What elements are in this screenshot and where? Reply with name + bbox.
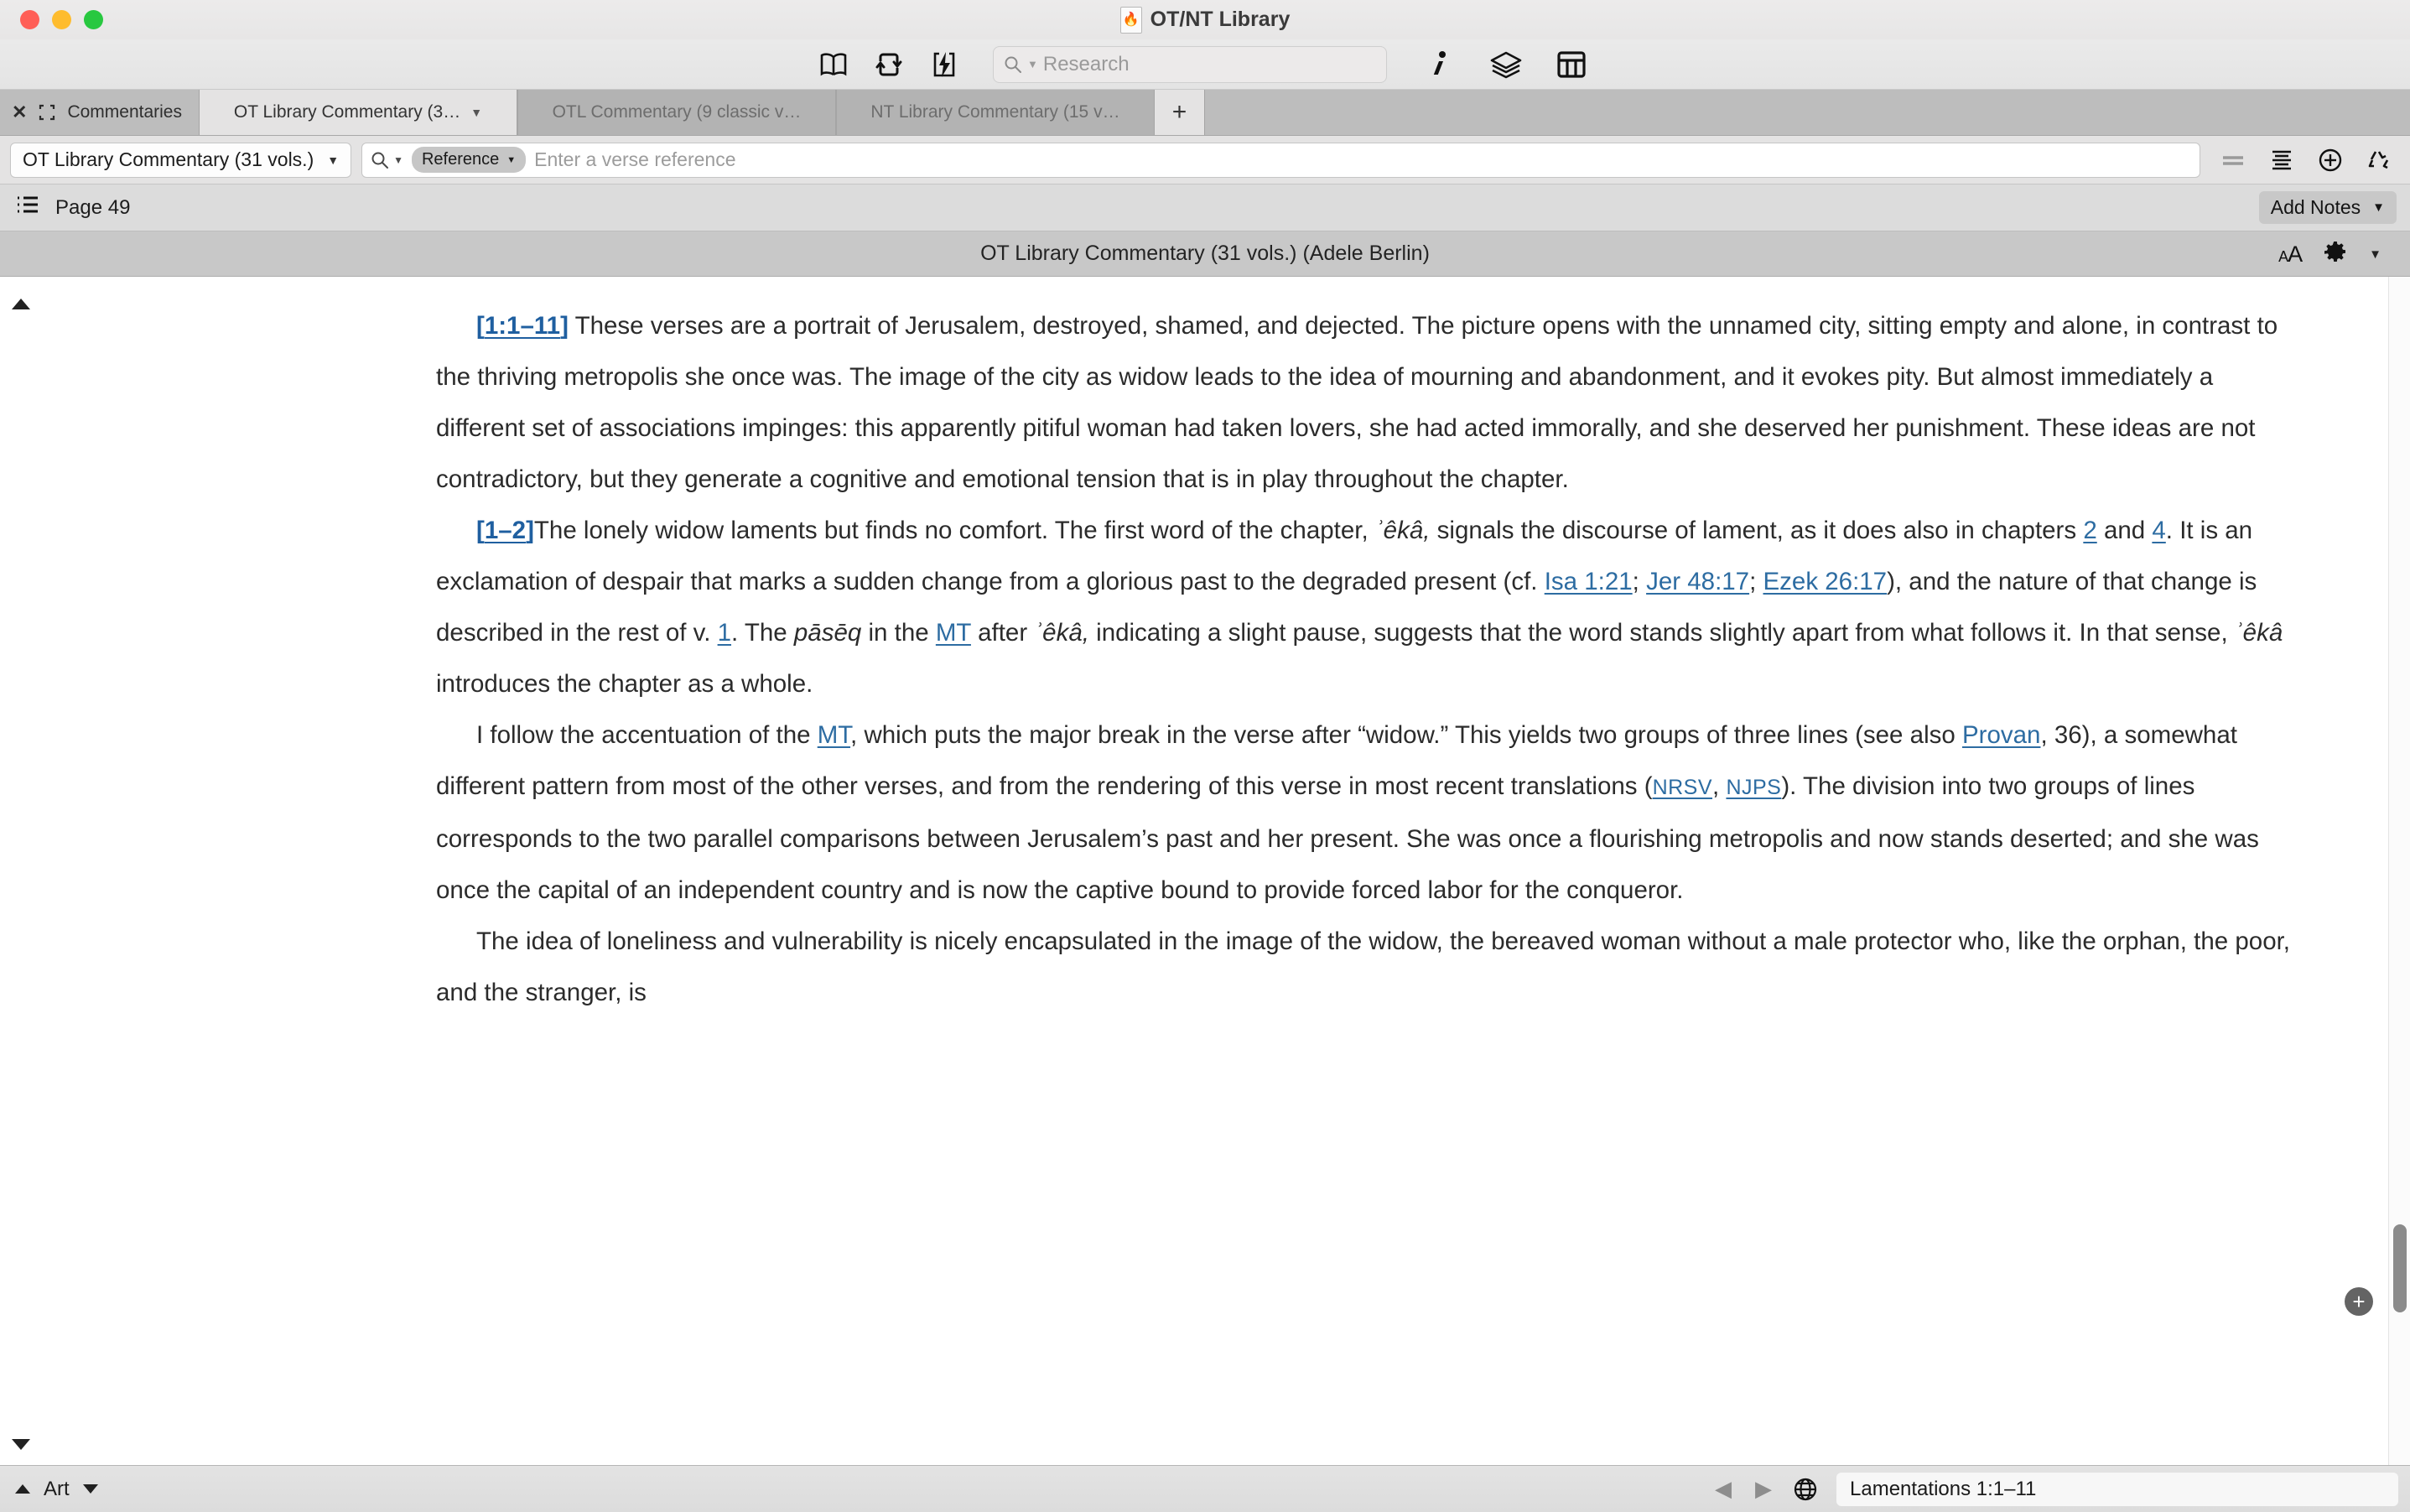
chevron-down-icon[interactable]: ▼ bbox=[327, 153, 340, 167]
paragraph-verses-1-2 bbox=[436, 505, 2296, 709]
reader-pane bbox=[0, 277, 2410, 1465]
close-icon[interactable]: ✕ bbox=[12, 101, 28, 122]
link-isa-1-21[interactable]: Isa 1:21 bbox=[1544, 568, 1633, 595]
window-title-text: OT/NT Library bbox=[1150, 8, 1291, 31]
reader-scrollbar[interactable] bbox=[2388, 277, 2410, 1465]
reference-input[interactable]: Enter a verse reference bbox=[534, 148, 736, 170]
link-chapter-4[interactable]: 4 bbox=[2152, 517, 2166, 544]
tab-nt-library-commentary[interactable] bbox=[836, 90, 1155, 135]
location-field[interactable]: Lamentations 1:1–11 bbox=[1836, 1473, 2398, 1506]
library-select-label: OT Library Commentary (31 vols.) bbox=[23, 148, 314, 170]
globe-icon[interactable] bbox=[1793, 1477, 1818, 1502]
text-segment: , 36), a somewhat different pattern from most of the other verses, and from the rendering of this verse in most recent translations ( bbox=[436, 721, 2237, 800]
chevron-down-icon[interactable]: ▼ bbox=[470, 106, 483, 119]
research-search-box[interactable] bbox=[993, 46, 1387, 83]
search-icon[interactable] bbox=[371, 151, 403, 169]
chevron-down-icon[interactable]: ▼ bbox=[393, 153, 403, 166]
reference-bar bbox=[0, 136, 2410, 184]
main-toolbar bbox=[0, 39, 2410, 90]
lightning-bolt-icon[interactable] bbox=[926, 46, 963, 83]
tab-label: OTL Commentary (9 classic v… bbox=[552, 102, 802, 122]
link-jer-48-17[interactable]: Jer 48:17 bbox=[1646, 568, 1750, 595]
link-chapter-2[interactable]: 2 bbox=[2083, 517, 2097, 544]
panels-icon[interactable] bbox=[1548, 44, 1595, 85]
transliteration-paseq: pāsēq bbox=[793, 619, 862, 647]
paragraph-accentuation bbox=[436, 709, 2296, 916]
triangle-up-icon[interactable] bbox=[15, 1484, 30, 1494]
chevron-down-icon[interactable]: ▼ bbox=[506, 154, 517, 165]
add-notes-button[interactable] bbox=[2259, 191, 2397, 224]
document-title: OT Library Commentary (31 vols.) (Adele Berlin) bbox=[980, 242, 1430, 265]
text-segment: . It is an exclamation of despair that marks a sudden change from a glorious past to the degraded present (cf. bbox=[436, 517, 2253, 595]
transliteration-ekah: ʾêkâ bbox=[2234, 619, 2283, 647]
commentary-text bbox=[34, 277, 2388, 1465]
link-mt[interactable]: MT bbox=[817, 721, 851, 749]
search-chevron-icon[interactable]: ▼ bbox=[1027, 58, 1038, 70]
add-notes-label: Add Notes bbox=[2270, 196, 2361, 218]
verse-reference-link[interactable]: [1–2] bbox=[476, 517, 534, 544]
paragraph-body: These verses are a portrait of Jerusalem, destroyed, shamed, and dejected. The picture opens with the unnamed city, sitting empty and alone, in contrast to the thriving metropolis she once was. The image of the city as widow leads to the idea of mourning and abandonment, and it evokes pity. But almost immediately a different set of associations impinges: this apparently pitiful woman had taken lovers, she had acted immorally, and she deserved her punishment. These ideas are not contradictory, but they generate a cognitive and emotional tension that is in play throughout the chapter. bbox=[436, 312, 2278, 493]
text-segment: The lonely widow laments but finds no comfort. The first word of the chapter, bbox=[533, 517, 1375, 544]
verse-reference-link[interactable]: [1:1–11] bbox=[476, 312, 569, 340]
paragraph-body: The idea of loneliness and vulnerability is nicely encapsulated in the image of the widow, the bereaved woman without a male protector who, like the orphan, the poor, and the stranger, is bbox=[436, 927, 2290, 1006]
link-provan[interactable]: Provan bbox=[1961, 721, 2041, 749]
art-panel-label: Art bbox=[44, 1477, 70, 1500]
text-segment: ; bbox=[1749, 568, 1763, 595]
tab-bar bbox=[0, 90, 2410, 136]
link-mt[interactable]: MT bbox=[935, 619, 971, 647]
link-verse-1[interactable]: 1 bbox=[717, 619, 732, 647]
sync-refresh-icon[interactable] bbox=[870, 46, 907, 83]
layers-icon[interactable] bbox=[1483, 44, 1530, 85]
search-icon bbox=[1004, 55, 1022, 74]
status-bar bbox=[0, 1465, 2410, 1512]
search-mode-label: Reference bbox=[421, 150, 500, 169]
tab-otl-commentary[interactable] bbox=[517, 90, 836, 135]
transliteration-ekah: ʾêkâ, bbox=[1374, 517, 1431, 544]
art-panel-control[interactable] bbox=[15, 1478, 98, 1501]
status-bar-right bbox=[1712, 1473, 2398, 1506]
text-segment: after bbox=[970, 619, 1035, 647]
font-size-icon[interactable]: AA bbox=[2278, 241, 2303, 267]
document-header bbox=[0, 231, 2410, 277]
nav-forward-icon[interactable]: ▶ bbox=[1755, 1476, 1772, 1501]
text-segment: I follow the accentuation of the bbox=[476, 721, 818, 749]
table-of-contents-icon[interactable] bbox=[15, 195, 40, 221]
window-title bbox=[0, 0, 2410, 39]
tab-bar-filler bbox=[1205, 90, 2410, 135]
library-select[interactable] bbox=[10, 143, 351, 178]
text-segment: . The bbox=[731, 619, 794, 647]
reference-bar-icons bbox=[2210, 146, 2400, 174]
reference-search-field[interactable] bbox=[361, 143, 2200, 178]
link-njps[interactable]: NJPS bbox=[1726, 776, 1782, 799]
research-placeholder: Research bbox=[1042, 52, 1130, 75]
text-segment: signals the discourse of lament, as it does also in chapters bbox=[1430, 517, 2084, 544]
paragraph-verses-1-1-11 bbox=[436, 300, 2296, 505]
text-segment: , which puts the major break in the verse after “widow.” This yields two groups of three lines (see also bbox=[850, 721, 1962, 749]
scrollbar-thumb[interactable] bbox=[2393, 1224, 2407, 1312]
book-flame-icon: 🔥 bbox=[1120, 7, 1142, 34]
search-mode-pill[interactable] bbox=[412, 147, 526, 173]
reader-left-gutter bbox=[0, 277, 34, 1465]
tab-label: NT Library Commentary (15 v… bbox=[870, 102, 1120, 122]
transliteration-ekah: ʾêkâ, bbox=[1034, 619, 1089, 647]
tab-group-label: Commentaries bbox=[67, 102, 182, 122]
new-tab-button[interactable]: + bbox=[1155, 90, 1205, 135]
gear-icon[interactable] bbox=[2324, 241, 2347, 268]
triangle-down-icon[interactable] bbox=[83, 1484, 98, 1494]
add-note-marker-icon[interactable]: + bbox=[2345, 1287, 2373, 1316]
chevron-down-icon[interactable]: ▼ bbox=[2372, 200, 2385, 215]
add-circle-icon[interactable] bbox=[2316, 146, 2345, 174]
document-header-controls bbox=[2278, 231, 2381, 277]
open-book-icon[interactable] bbox=[815, 46, 852, 83]
list-compact-icon[interactable] bbox=[2219, 146, 2247, 174]
window-title-bar bbox=[0, 0, 2410, 39]
page-label: Page 49 bbox=[55, 195, 131, 219]
expand-icon[interactable] bbox=[39, 104, 55, 121]
text-segment: and bbox=[2096, 517, 2153, 544]
text-segment: in the bbox=[861, 619, 936, 647]
chevron-down-icon[interactable]: ▼ bbox=[2369, 247, 2381, 262]
link-ezek-26-17[interactable]: Ezek 26:17 bbox=[1763, 568, 1888, 595]
text-segment: ), and the nature of that change is described in the rest of v. bbox=[436, 568, 2257, 647]
tab-group-header bbox=[0, 90, 199, 135]
tab-ot-library-commentary[interactable] bbox=[199, 90, 517, 135]
paragraph-loneliness bbox=[436, 916, 2296, 1018]
text-segment: introduces the chapter as a whole. bbox=[436, 670, 813, 698]
page-bar bbox=[0, 184, 2410, 231]
text-segment: indicating a slight pause, suggests that the word stands slightly apart from what follows it. In that sense, bbox=[1088, 619, 2235, 647]
text-segment: ). The division into two groups of lines corresponds to the two parallel comparisons between Jerusalem’s past and her present. She was once a flourishing metropolis and now stands deserted; and she was once the capital of an independent country and is now the captive bound to provide forced labor for the conqueror. bbox=[436, 772, 2259, 904]
scroll-up-icon[interactable] bbox=[12, 299, 30, 309]
text-segment: ; bbox=[1632, 568, 1647, 595]
text-lines-icon[interactable] bbox=[2267, 146, 2296, 174]
scroll-down-icon[interactable] bbox=[12, 1439, 30, 1450]
text-segment: , bbox=[1712, 772, 1727, 800]
nav-back-icon[interactable]: ◀ bbox=[1715, 1476, 1732, 1501]
link-nrsv[interactable]: NRSV bbox=[1652, 776, 1713, 799]
info-icon[interactable] bbox=[1417, 44, 1464, 85]
page-indicator[interactable] bbox=[15, 195, 130, 221]
recycle-sync-icon[interactable] bbox=[2365, 146, 2393, 174]
tab-label: OT Library Commentary (3… bbox=[233, 102, 461, 122]
